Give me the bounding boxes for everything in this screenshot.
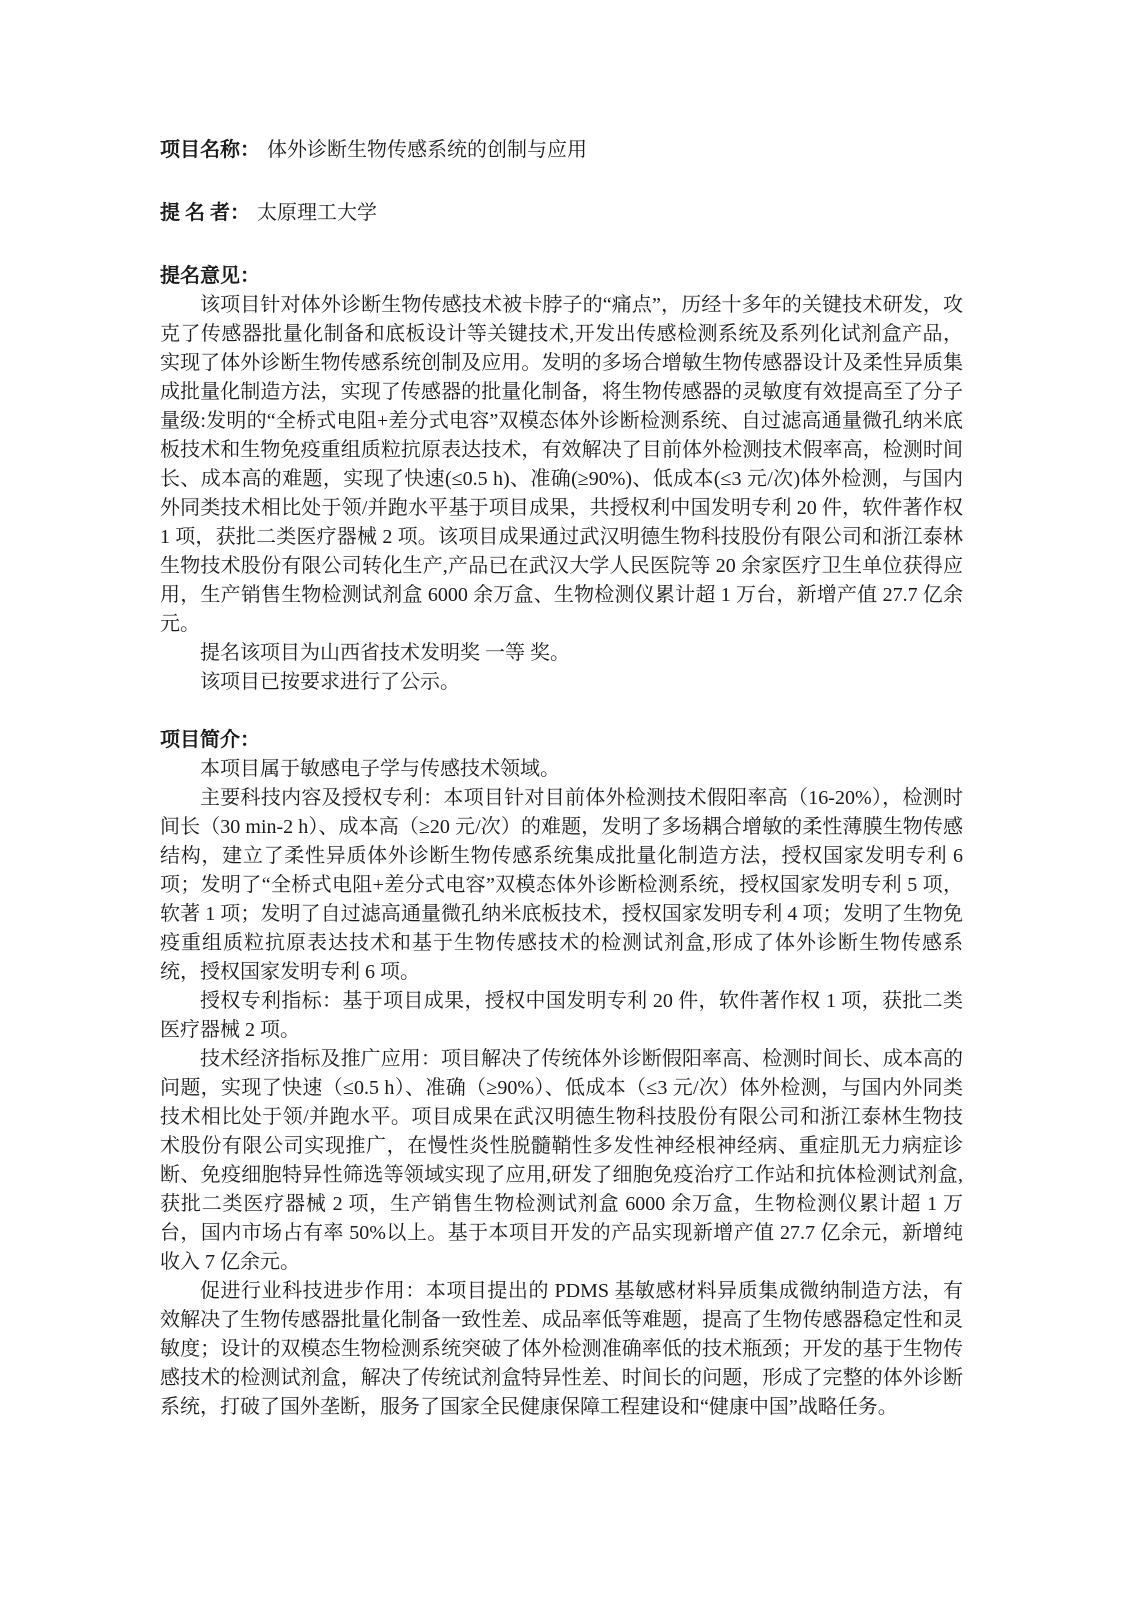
- nominator-value: 太原理工大学: [257, 202, 377, 224]
- project-name-line: [160, 136, 963, 165]
- project-name-label: 项目名称：: [160, 139, 260, 161]
- nominator-label: 提 名 者：: [160, 202, 250, 224]
- main-content-patents-paragraph: 主要科技内容及授权专利：本项目针对目前体外检测技术假阳率高（16-20%），检测时间长（30 min-2 h）、成本高（≥20 元/次）的难题，发明了多场耦合增敏的柔性薄膜生物传感结构，建立了柔性异质体外诊断生物传感系统集成批量化制造方法，授权国家发明专利 6 项；发明了“全桥式电阻+差分式电容”双模态体外诊断检测系统，授权国家发明专利 5 项，软著 1 项；发明了自过滤高通量微孔纳米底板技术，授权国家发明专利 4 项；发明了生物免疫重组质粒抗原表达技术和基于生物传感技术的检测试剂盒,形成了体外诊断生物传感系统，授权国家发明专利 6 项。: [160, 787, 963, 983]
- nomination-opinion-heading: 提名意见：: [160, 265, 260, 287]
- project-field-paragraph: 本项目属于敏感电子学与传感技术领域。: [200, 758, 560, 780]
- patent-indicators-paragraph: 授权专利指标：基于项目成果，授权中国发明专利 20 件，软件著作权 1 项，获批二类医疗器械 2 项。: [160, 990, 963, 1041]
- industry-progress-paragraph: 促进行业科技进步作用：本项目提出的 PDMS 基敏感材料异质集成微纳制造方法，有效解决了生物传感器批量化制备一致性差、成品率低等难题，提高了生物传感器稳定性和灵敏度；设计的双模态生物检测系统突破了体外检测准确率低的技术瓶颈；开发的基于生物传感技术的检测试剂盒，解决了传统试剂盒特异性差、时间长的问题，形成了完整的体外诊断系统，打破了国外垄断，服务了国家全民健康保障工程建设和“健康中国”战略任务。: [160, 1280, 963, 1418]
- nomination-award-line: 提名该项目为山西省技术发明奖 一等 奖。: [200, 642, 570, 664]
- project-introduction-heading: 项目简介：: [160, 729, 260, 751]
- nominator-line: [160, 199, 963, 228]
- section-project-introduction: [160, 726, 963, 1422]
- section-nomination-opinion: [160, 262, 963, 697]
- nomination-publicity-line: 该项目已按要求进行了公示。: [200, 671, 460, 693]
- project-name-value: 体外诊断生物传感系统的创制与应用: [267, 139, 587, 161]
- nomination-opinion-paragraph: 该项目针对体外诊断生物传感技术被卡脖子的“痛点”，历经十多年的关键技术研发，攻克了传感器批量化制备和底板设计等关键技术,开发出传感检测系统及系列化试剂盒产品，实现了体外诊断生物传感系统创制及应用。发明的多场合增敏生物传感器设计及柔性异质集成批量化制造方法，实现了传感器的批量化制备，将生物传感器的灵敏度有效提高至了分子量级:发明的“全桥式电阻+差分式电容”双模态体外诊断检测系统、自过滤高通量微孔纳米底板技术和生物免疫重组质粒抗原表达技术，有效解决了目前体外检测技术假率高，检测时间长、成本高的难题，实现了快速(≤0.5 h)、准确(≥90%)、低成本(≤3 元/次)体外检测，与国内外同类技术相比处于领/并跑水平基于项目成果，共授权利中国发明专利 20 件，软件著作权 1 项，获批二类医疗器械 2 项。该项目成果通过武汉明德生物科技股份有限公司和浙江泰林生物技术股份有限公司转化生产,产品已在武汉大学人民医院等 20 余家医疗卫生单位获得应用，生产销售生物检测试剂盒 6000 余万盒、生物检测仪累计超 1 万台，新增产值 27.7 亿余元。: [160, 294, 963, 635]
- economic-indicators-paragraph: 技术经济指标及推广应用：项目解决了传统体外诊断假阳率高、检测时间长、成本高的问题，实现了快速（≤0.5 h）、准确（≥90%）、低成本（≤3 元/次）体外检测，与国内外同类技术相比处于领/并跑水平。项目成果在武汉明德生物科技股份有限公司和浙江泰林生物技术股份有限公司实现推广，在慢性炎性脱髓鞘性多发性神经根神经病、重症肌无力病症诊断、免疫细胞特异性筛选等领域实现了应用,研发了细胞免疫治疗工作站和抗体检测试剂盒,获批二类医疗器械 2 项，生产销售生物检测试剂盒 6000 余万盒，生物检测仪累计超 1 万台，国内市场占有率 50%以上。基于本项目开发的产品实现新增产值 27.7 亿余元，新增纯收入 7 亿余元。: [160, 1048, 963, 1273]
